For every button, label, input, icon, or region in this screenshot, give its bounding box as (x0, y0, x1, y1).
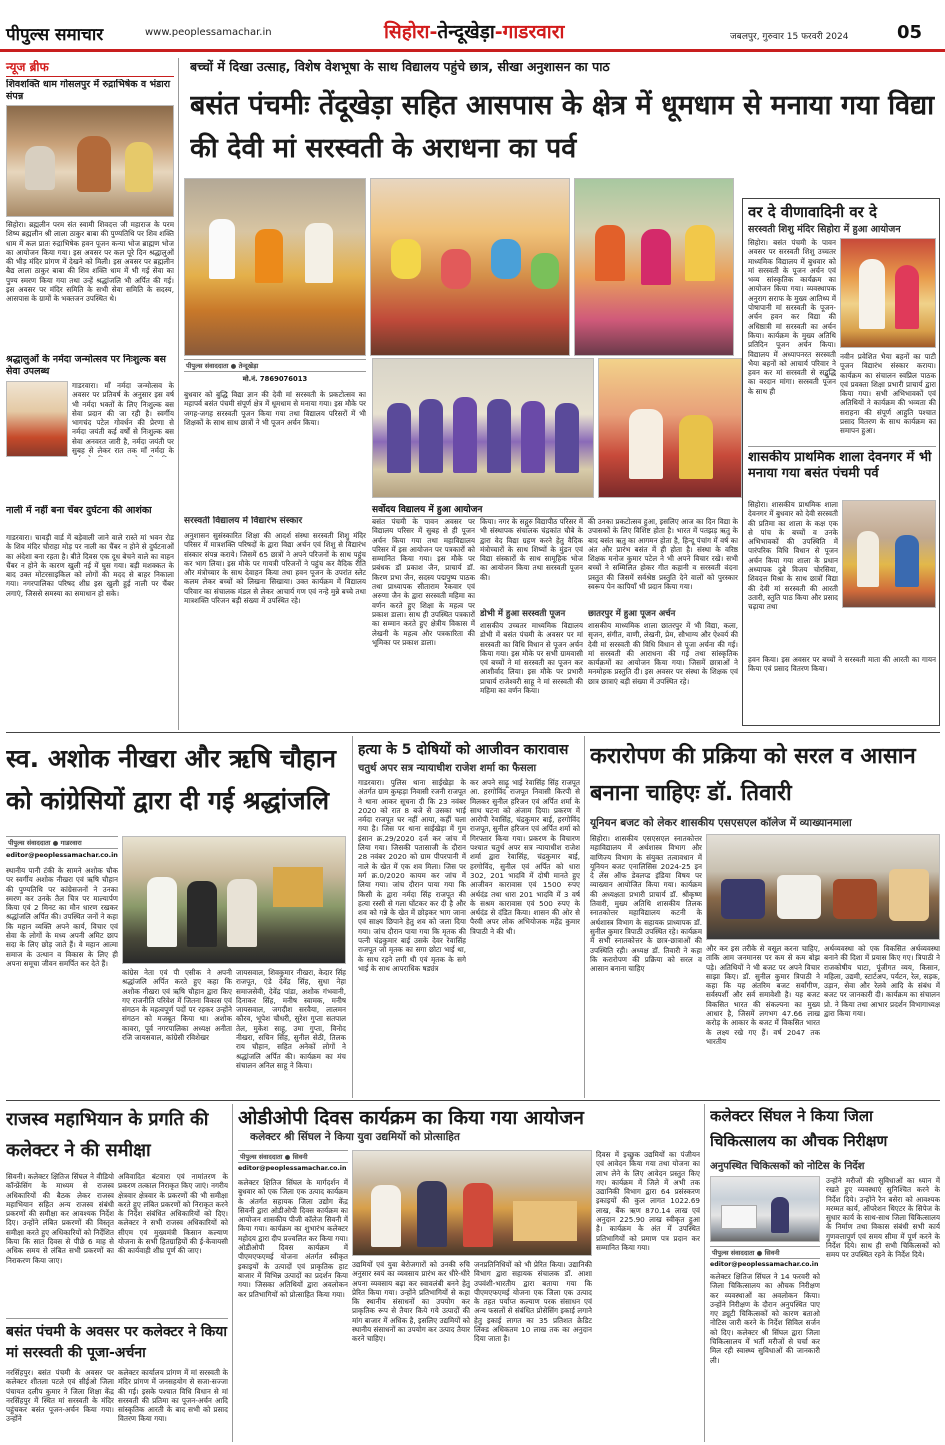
collector-puja-col2: कलेक्टर कार्यालय प्रांगण में मां सरस्वती के मंदिर प्रांगण में जनसहयोग से सजा-सज्जा की गई। इसके पश्चात विधि विधान से मां सरस्वती की प्रतिमा का पूजन-अर्चन आदि सांस्कृतिक आरती के बाद सभी को प्रसाद वितरण किया गया। (118, 1368, 228, 1424)
veena-sub: सरस्वती शिशु मंदिर सिहोरा में हुआ आयोजन (748, 224, 901, 235)
odop-col1: कलेक्टर क्षितिज सिंघल के मार्गदर्शन में बुधवार को एक जिला एक उत्पाद कार्यक्रम के अंतर्गत सहायक जिला उद्योग केंद्र सिवनी द्वारा ओडीओपी दिवस कार्यक्रम का आयोजन शासकीय पीजी कॉलेज सिवनी में किया गया। कार्यक्रम का शुभारंभ कलेक्टर महोदय द्वारा दीप प्रज्वलित कर किया गया। ओडीओपी दिवस कार्यक्रम में पीएमएफएमई योजना अंतर्गत स्वीकृत इकाइयों के उत्पादों एवं प्राकृतिक हाट बाजार में विभिन्न उत्पादों का प्रदर्शन किया गया। जिसका अतिथियों द्वारा अवलोकन कर प्रतिभागियों को प्रोत्साहित किया गया। (238, 1178, 348, 1299)
brief-3-body: गाडरवारा। चावड़ी वार्ड में बड़ेवाली जाने वाले रास्ते मां भवन रोड के शिव मंदिर चौराहा मोड़ पर नाली का चैंबर न होने से दुर्घटनाओं का अंदेशा बना रहता है। बीते दिवस एक दूध बेचने वाले का वाहन चैंबर न होने के कारण खुली नई में घुस गया। बड़ी मशक्कत के बाद उक्त मोटरसाइकिल को लोगों की मदद से बाहर निकाला गया। नगरपालिका परिषद शीघ्र इस खुली हुई नाली पर चैंबर लगाएं, जिससे समस्या का समाधान हो सके। (6, 533, 174, 598)
revenue-col2: अविवादित बंटवारा एवं नामांतरण के प्रकरण तत्काल निराकृत किए जाएं। नगरीय क्षेत्रवार क्षेत्रवार के प्रकरणों की भी समीक्षा करते हुए लंबित प्रकरणों को निराकृत करने के निर्देश संबंधित अधिकारियों को दिए। कलेक्टर ने सभी राजस्व अधिकारियों को सीएम एवं मुख्यमंत्री किसान कल्याण योजना के सभी हितग्राहियों की ई-केवायसी की कार्यवाही शीघ्र पूर्ण की जाए। (118, 1172, 228, 1256)
dateline: जबलपुर, गुरुवार 15 फरवरी 2024 (730, 32, 849, 42)
credit-line: पीपुल्स संवाददाता ● सिवनी (710, 1246, 820, 1259)
mobile-number: मो.नं. 7869076013 (242, 375, 308, 383)
tiwari-headline: करारोपण की प्रक्रिया को सरल व आसान बनाना चाहिएः डॉ. तिवारी (590, 744, 916, 806)
brand-logo: पीपुल्स समाचार (6, 25, 104, 45)
nikhra-photo (122, 836, 346, 964)
hospital-headline: कलेक्टर सिंघल ने किया जिला चिकित्सालय का औचक निरीक्षण (710, 1107, 888, 1150)
devnagar-caption: हवन किया। इस अवसर पर बच्चों ने सरस्वती माता की आरती का गायन किया एवं प्रसाद वितरण किया। (748, 655, 936, 674)
hospital-col1: कलेक्टर क्षितिज सिंघल ने 14 फरवरी को जिला चिकित्सालय का औचक निरीक्षण कर व्यवस्थाओं का अवलोकन किया। उन्होंने निरीक्षण के दौरान अनुपस्थित पाए गए ड्यूटी चिकित्सकों को कारण बताओ नोटिस जारी करने के निर्देश सिविल सर्जन को दिए। कलेक्टर श्री सिंघल द्वारा जिला चिकित्सालय में भर्ती मरीजों से चर्चा कर मिल रही स्वास्थ्य सुविधाओं की जानकारी ली। (710, 1272, 820, 1365)
section-b: तेन्दूखेड़ा (437, 21, 495, 43)
top-story-col2: बसंत पंचमी के पावन अवसर पर विद्यालय परिसर में सुबह से ही पूजन अर्चन किया गया तथा महाविद्यालय परिसर में इस आयोजन पर पत्रकारों को सम्मानित किया गया। इस मौके पर प्रबंधक डॉ प्रकाश जैन, प्राचार्य डॉ. किरण प्रभा जैन, सदस्य पद्मपुष्प पाठक तथा प्राध्यापक सीताराम रैकवार एवं अरुणा जैन के द्वारा सरस्वती महिमा का वर्णन करते हुए शिक्षा के महत्व पर प्रकाश डाला। साथ ही उपस्थित पत्रकारों का सम्मान करते हुए क्षेत्रीय विकास में लेखनी के महत्व और पत्रकारिता की भूमिका पर प्रकाश डाला। (372, 517, 475, 647)
news-brief-label: न्यूज ब्रीफ (6, 58, 174, 77)
brief-2-body: गाडरवारा। माँ नर्मदा जन्मोत्सव के अवसर पर प्रतिवर्ष के अनुसार इस वर्ष भी नर्मदा भक्तों के लिए निःशुल्क बस सेवा प्रदान की जा रही है। स्वर्गीय भागचंद पटेल गोवर्धन की प्रेरणा से नर्मदा जयंती कई वर्षों से निःशुल्क बस सेवा अनवरत जारी है, नर्मदा जयंती पर सुबह से लेकर रात तक माँ नर्मदा के (72, 381, 174, 456)
page-number: 05 (897, 22, 923, 43)
masthead (0, 0, 945, 52)
section-c: गाडरवारा (502, 21, 565, 43)
nikhra-headline: स्व. अशोक नीखरा और ऋषि चौहान को कांग्रेसियों द्वारा दी गई श्रद्धांजलि (6, 744, 336, 815)
top-story-sub1: सरस्वती विद्यालय में विद्यारंभ संस्कार (184, 516, 303, 526)
tiwari-sub: यूनियन बजट को लेकर शासकीय एसएसएल कॉलेज में व्याख्यानमाला (590, 817, 852, 829)
tiwari-col1: सिहोरा। शासकीय एसएसएल स्नातकोत्तर महाविद्यालय में अर्थशास्त्र विभाग और वाणिज्य विभाग के संयुक्त तत्वावधान में यूनियन बजट एनालिसिस 2024-25 इन दे लेंस ऑफ डेवलप्ड इंडिया विषय पर व्याख्यान आयोजित किया गया। कार्यक्रम की अध्यक्षता प्रभारी प्राचार्य डॉ. श्रीकृष्ण तिवारी, मुख्य अतिथि शासकीय तिलक स्नातकोत्तर महाविद्यालय कटनी के अर्थशास्त्र विभाग के सहायक प्राध्यापक डॉ. सुनील कुमार त्रिपाठी उपस्थित रहे। कार्यक्रम में सभी स्नातकोत्तर के छात्र-छात्राओं की उपस्थिति रही। अध्यक्ष डॉ. तिवारी ने कहा कि करारोपण की प्रक्रिया को सरल व आसान बनाना चाहिए (590, 834, 702, 974)
odop-headline: ओडीओपी दिवस कार्यक्रम का किया गया आयोजन (238, 1107, 584, 1129)
brief-2-portrait (6, 381, 68, 457)
veena-body: सिहोरा। बसंत पंचमी के पावन अवसर पर सरस्वती शिशु उच्चतर माध्यमिक विद्यालय में बुधवार को मां सरस्वती के पूजन अर्चन एवं भव्य सांस्कृतिक कार्यक्रम का आयोजन किया गया। व्यवस्थापक अनुराग सराफ के मुख्य आतिथ्य में पोषापानी मां सरस्वती के पूजन-अर्चन हवन कर विद्या की अधिष्ठात्री मां सरस्वती का अर्चन किया। कार्यक्रम के मुख्य अतिथि प्रतिदिन पूजन अर्चन किया। विद्यालय में अध्यापनरत सरस्वती भैया बहनों को आचार्य परिवार ने हवन कर मां सरस्वती से सद्बुद्धि का वरदान मांगा। सरस्वती पूजन के साथ ही (748, 238, 836, 396)
top-photo-mothers (574, 178, 734, 356)
top-story-kicker: बच्चों में दिखा उत्साह, विशेष वेशभूषा के साथ विद्यालय पहुंचे छात्र, सीखा अनुशासन का पाठ (190, 59, 610, 74)
top-photo-stage (598, 358, 742, 498)
murder-headline: हत्या के 5 दोषियों को आजीवन कारावास (358, 742, 569, 758)
top-story-sub3: डोभी में हुआ सरस्वती पूजन (480, 609, 566, 619)
tiwari-photo (706, 834, 940, 940)
top-photo-children (370, 178, 570, 356)
murder-col1: गाडरवारा। पुलिस थाना साईखेड़ा के अंतर्गत ग्राम कुम्हड़ा निवासी रजनी राजपूत ने थाना आकर सूचना दी कि 23 नवंबर 2020 को रात 8 बजे से उसका भाई नर्मदा राजपूत घर नहीं आया, कहीं चला गया है। जिस पर थाना साईखेड़ा में गुम इंसान क्र.29/2020 दर्ज कर जांच में लिया गया। जिसकी पतासाजी के दौरान 28 नवंबर 2020 को ग्राम पीपरपानी में नाले के खेत में एक शव मिला। जिस पर मर्ग क्र.0/2020 कायम कर जांच में लिया गया। जांच दौरान पाया गया कि किसी के द्वारा नर्मदा सिंह राजपूत की हत्या रस्सी से गला घोंटकर कर दी है और शव को गन्ने के खेत में छोड़कर भाग जाना एवं साक्ष्य छिपाने हेतु शव को जला दिया गया। जांच दौरान पाया गया कि मृतक की पत्नी चंद्रकुमार बाई उसके देवर रेवासिंह राजपूत जो मृतक का सगा छोटा भाई था, के साथ रहने लगी थी एवं मृतक के सगे भाई के साथ आपराधिक षड्यंत्र (358, 778, 466, 973)
hospital-col2: उन्होंने मरीजों की सुविधाओं का ध्यान में रखते हुए व्यवस्थाएं सुनिश्चित करने के निर्देश दिये। उन्होंने रैन बसेरा को आवश्यक मरम्मत कार्य, ऑपरेशन थिएटर के सिपेज के सुधार कार्य के साथ-साथ जिला चिकित्सालय के निर्माण तथा विकास संबंधी सभी कार्य गुणवत्तापूर्ण एवं समय सीमा में पूर्ण करने के निर्देश दिये। साथ ही सभी चिकित्सकों को समय पर उपस्थित रहने के निर्देश दिये। (826, 1176, 940, 1260)
devnagar-headline: शासकीय प्राथमिक शाला देवनगर में भी मनाया गया बसंत पंचमी पर्व (748, 450, 932, 481)
credit-line: पीपुल्स संवाददाता ● तेन्दूखेड़ा (184, 359, 366, 372)
revenue-col1: सिवनी। कलेक्टर क्षितिज सिंघल ने वीडियो कॉन्फ्रेंसिंग के माध्यम से राजस्व अधिकारियों की बैठक लेकर राजस्व महाभियान सहित अन्य राजस्व संबंधी प्रकरणों की समीक्षा कर आवश्यक निर्देश दिए। उन्होंने लंबित प्रकरणों की विस्तृत समीक्षा करते हुए अधिकारियों को निर्देशित किया कि सात दिवस से पीछे 6 माह से अधिक समय से लंबित सभी प्रकरणों का निराकरण किया जाए। (6, 1172, 114, 1265)
brief-2-title: श्रद्धालुओं के नर्मदा जन्मोत्सव पर निःशुल्क बस सेवा उपलब्ध (6, 354, 166, 377)
nikhra-credit (6, 836, 118, 859)
nikhra-col2: कांग्रेस नेता एवं पी एसीक ने अपनी श्रद्धांजलि अर्पित करते हुए कहा कि अशोक नीखरा एवं ऋषि चौहान द्वारा किए गए राजनीति परिवेश में जितना विकास एवं संगठन के महत्वपूर्ण पदों पर रहकर उन्होंने संगठन को मजबूत किया था। अशोक कावरा, पूर्व नगरपालिका अध्यक्ष अनीता रजि जायसवाल, कांग्रेसी रविशेखर (122, 968, 232, 1043)
top-story-credit (184, 359, 366, 383)
top-story-col4a: की उनका प्रकटोत्सव हुआ, इसलिए आज का दिन विद्या के उपासकों के लिए विशिष्ट होता है। भारत में पतझड़ ऋतु के बाद बसंत ऋतु का आगमन होता है, हिन्दू पंचांग में वर्ष का अंत और प्रारंभ बसंत में ही होता है। संस्था के वरिष्ठ शिक्षक मनोज कुमार पटेल ने भी अपने विचार रखे। सभी बच्चों ने सम्मिलित होकर गीत कहानी व सरस्वती वंदना प्रस्तुत की जिसमें सर्वश्रेष्ठ प्रस्तुति देने वालों को पुरस्कार स्वरूप पेन कापियाँ भी प्रदान किया गया। (588, 517, 738, 592)
veena-caption: नवीन प्रवेशित भैया बहनों का पाटी पूजन विद्यारंभ संस्कार कराया। कार्यक्रम का संचालन स्वप्निल पाठक एवं प्रवक्ता शिक्षा प्रभारी प्राचार्य द्वारा किया गया। सभी अभिभावकों एवं अतिथियों ने कार्यक्रम की भव्यता की सराहना की संपूर्ण आहुति पश्चात प्रसाद वितरण के साथ कार्यक्रम का समापन हुआ। (840, 352, 936, 436)
top-story-col1b: अनुशासन सुसंस्कारित शिक्षा की आदर्श संस्था सरस्वती शिशु मंदिर परिसर में मात्रशक्ति परिषदों के द्वारा विद्या अर्चन एवं शिशु से विद्यारंभ संस्कार संपन्न कराये। जिसमें 65 छात्रों ने अपने परिजनों के साथ पहुंच कर भाग लिया। इस मौके पर गायत्री परिजनों ने पहुंच कर वैदिक रीति और मंत्रोच्चार के साथ देवाहन किया तथा हवन पूजन के उपरांत स्लेट कलम लेकर बच्चों को लिखना सिखाया। उक्त कार्यक्रम में विद्यालय परिवार का संचालक मंडल से लेकर आचार्य गण एवं नन्हे मुन्ने बच्चे तथा मात्रशक्ति परिजन बड़ी संख्या में उपस्थित रहे। (184, 531, 366, 606)
veena-photo (840, 238, 936, 348)
section-a: सिहोरा (384, 21, 430, 43)
brief-1-photo (6, 105, 174, 217)
top-story-col3b: शासकीय उच्चतर माध्यमिक विद्यालय डोभी में बसंत पंचमी के अवसर पर मां सरस्वती का विधि विधान से पूजन अर्चन किया गया। इस मौके पर सभी ग्रामवासी एवं बच्चों ने मां सरस्वती का पूजन कर आशीर्वाद लिया। इस मौके पर प्रभारी प्राचार्य राजेश्वरी साहू ने मां सरस्वती की महिमा का वर्णन किया। (480, 621, 583, 696)
top-story-sub4: छातरपुर में हुआ पूजन अर्चन (588, 609, 676, 619)
email: editor@peoplessamachar.co.in (6, 851, 118, 859)
collector-puja-col1: नरसिंहपुर। बसंत पंचमी के अवसर पर कलेक्टर शीतला पटले एवं सीईओ जिला पंचायत दलीप कुमार ने जिला शिक्षा केंद्र नरसिंहपुर में स्थित मां सरस्वती के मंदिर पहुंचकर बसंत पूजन-अर्चन किया गया। उन्होंने (6, 1368, 114, 1424)
brief-3-title: नाली में नहीं बना चेंबर दुर्घटना की आशंका (6, 505, 152, 516)
top-story-headline: बसंत पंचमीः तेंदूखेड़ा सहित आसपास के क्षेत्र में धूमधाम से मनाया गया विद्या की देवी मां सरस्वती के अराधना का पर्व (190, 90, 935, 164)
odop-sub: कलेक्टर श्री सिंघल ने किया युवा उद्यमियों को प्रोत्साहित (250, 1131, 460, 1143)
odop-col2: उद्यमियों एवं युवा बेरोजगारों को उनकी रुचि अनुसार स्वयं का व्यवसाय प्रारंभ कर धीरे-धीरे अपना व्यवसाय बढ़ा कर स्वावलंबी बनने हेतु प्रेरित किया गया। उन्होंने प्रतिभागियों से कहा कि स्थानीय संसाधनों का उपयोग कर प्राकृतिक रूप से तैयार किये गये उत्पादों की मांग बाजार में अधिक है, इसलिए उद्यमियों को स्थानीय संसाधनों का उपयोग कर उत्पाद तैयार करने चाहिए। (352, 1260, 470, 1344)
tiwari-col3: अर्थव्यवस्था को एक विकसित अर्थव्यवस्था बनाने की दिशा में प्रयास किए गए। त्रिपाठी ने राजकोषीय घाटा, पूंजीगत व्यय, किसान, महिला, उद्यमी, स्टार्टअप, पर्यटन, रेल, सड़क, उड़ान, सेवा और रेलवे आदि के संबंध में बजट पर जानकारी दी। कार्यक्रम का संचालन प्रो. ने किया तथा आभार प्रदर्शन विभागाध्यक्ष द्वारा किया गया। (824, 944, 940, 1019)
top-story-col4b: शासकीय माध्यमिक शाला छातरपुर में भी विद्या, कला, सृजन, संगीत, वाणी, लेखनी, प्रेम, सौभाग्य और ऐश्वर्य की देवी मां सरस्वती की विधि विधान से पूजा अर्चना की गई। मां सरस्वती की आराधना की गई तथा सांस्कृतिक कार्यक्रमों का आयोजन किया गया। जिसमें छात्राओं ने मनमोहक प्रस्तुति दी। इस अवसर पर संस्था के शिक्षक एवं छात्र छात्राएं बड़ी संख्या में उपस्थित रहे। (588, 621, 738, 686)
top-photo-puja (184, 178, 366, 356)
email: editor@peoplessamachar.co.in (238, 1165, 347, 1172)
credit-line: पीपुल्स संवाददाता ● गाडरवारा (6, 836, 118, 849)
email: editor@peoplessamachar.co.in (710, 1261, 819, 1268)
website: www.peoplessamachar.in (145, 27, 272, 38)
section-title: सिहोरा-तेन्दूखेड़ा-गाडरवारा (384, 21, 565, 43)
caption-sarvoday: सर्वोदय विद्यालय में हुआ आयोजन (372, 502, 594, 517)
veena-headline: वर दे वीणावादिनी वर दे (748, 203, 878, 221)
brief-1-body: सिहोरा। ब्रह्मलीन परम संत स्वामी शिवदत्त जी महाराज के परम शिष्य ब्रह्मलीन श्री लाला ठाकुर बाबा की पुण्यतिथि पर शिव शक्ति धाम में कल प्रातः रुद्राभिषेक हवन पूजन कन्या भोज ब्राह्मण भोज का आयोजन किया गया। इस अवसर पर कल पूरे दिन श्रद्धालुओं की भीड़ मंदिर प्रांगण में देखने को मिली। इस अवसर पर ब्रह्मलीन बैद्य लाला ठाकुर बाबा की शिव शक्ति धाम में भी गई सेवा का पुण्य स्मरण किया गया तथा उन्हें श्रद्धांजलि भी अर्पित की गई। इस अवसर पर मंदिर समिति के सभी सेवा समिति के सदस्य, आसपास के ग्रामों के भक्तजन उपस्थित थे। (6, 220, 174, 304)
nikhra-col3: जायसवाल, शिवकुमार नीखरा, केदार सिंह राजपूत, एंडे देवेंद्र सिंह, सुधा नेहा समाजसेवी, देवेंद्र पांडा, अशोक गंभवानी, दिनाकर सिंह, मनीष स्वामक, मनीष जायसवाल, जगदीश सरवैया, लालमन कौरव, भूपेश चौधरी, सुरेश गुप्ता सतपाल तेल, मुकेश साहू, उमा गुप्ता, विनोद नीखरा, सचिन सिंह, सुनील सेठी, तिलक राय चौहान, सहित अनेकों लोगों ने श्रद्धांजलि अर्पित की। कार्यक्रम का मंच संचालन अनिल साहू ने किया। (236, 968, 346, 1070)
top-story-col3: किया। नगर के सद्गुरु विद्यापीठ परिसर में भी संस्थापक संचालक चंद्रकांत चौबे के द्वारा वेद विद्या ग्रहण करने हेतु वैदिक मंत्रोच्चारों के साथ शिष्यों के मुंडन एवं विद्या संस्कारों के साथ सामूहिक भोज का आयोजन किया तथा सरस्वती पूजन की। (480, 517, 583, 582)
tiwari-col2: और कर इस तरीके से वसूल करना चाहिए, ताकि आम जनमानस पर कम से कम बोझ पड़े। अतिथियों ने भी बजट पर अपने विचार साझा किए। डॉ. सुनील कुमार त्रिपाठी ने कहा कि यह अंतरिम बजट सर्वांगीण, सर्वस्पर्शी और सर्व समावेशी है। यह बजट विकसित भारत की संकल्पना का मुख्य आधार है, जिसमें लगभग 47.66 लाख करोड़ के आकार के बजट में विकसित भारत के लक्ष्य रखे गए हैं। वर्ष 2047 तक भारतीय (706, 944, 820, 1046)
murder-col2: कर अपने साढ़ू भाई रेवासिंह सिंह राजपूत आ. हरगोविंद राजपूत निवासी किरपी से मिलकर सुनील हरिजन एवं अर्पित शर्मा के साथ घटना को अंजाम दिया। प्रकरण में आरोपी रेवासिंह, चंद्रकुमार बाई, हरगोविंद राजपूत, सुनील हरिजन एवं अर्पित शर्मा को गिरफ्तार किया गया। प्रकरण के विचारण पश्चात चतुर्थ अपर सत्र न्यायाधीश राजेश शर्मा द्वारा रेवासिंह, चंद्रकुमार बाई, हरगोविंद, सुनील एवं अर्पित को धारा 302, 201 भादवि में दोषी मानते हुए आजीवन कारावास एवं 1500 रुपए अर्थदंड तथा धारा 201 भादवि में 3 वर्ष के सश्रम कारावास एवं 500 रुपए के अर्थदंड से दंडित किया। शासन की ओर से पैरवी अपर लोक अभियोजक महेंद्र कुमार त्रिपाठी ने की थी। (470, 778, 580, 936)
hospital-credit (710, 1246, 820, 1268)
top-story-col1: बुधवार को बुद्धि विद्या ज्ञान की देवी मां सरस्वती के प्रकटोत्सव का महापर्व बसंत पंचमी संपूर्ण क्षेत्र में धूमधाम से मनाया गया। इस मौके पर जगह-जगह सरस्वती पूजन किया गया तथा विद्यालय परिसरों में भी शिक्षकों के साथ साथ छात्रों ने भी पूजन अर्चन किया। (184, 390, 366, 427)
nikhra-col1: स्थानीय पानी टंकी के सामने अशोक चौक पर स्वर्गीय अशोक नीखरा एवं ऋषि चौहान की पुण्यतिथि पर कांग्रेसजनों ने उनका स्मरण कर उनके तैल चित्र पर माल्यार्पण किया एवं 2 मिनट का मौन धारण रखकर श्रद्धांजलि अर्पित की। उपस्थित जनों ने कहा कि महान व्यक्ति अपने कार्य, विचार एवं सेवा के लोगों के मध्य अपनी अमिट छाप सदा के लिए छोड़ जाते हैं। वे महान आत्मा समाज के उत्थान व विकास के लिए ही अपना समूचा जीवन समर्पित कर देते हैं। (6, 866, 118, 968)
revenue-headline: राजस्व महाभियान के प्रगति की कलेक्टर ने की समीक्षा (6, 1109, 209, 1161)
murder-sub: चतुर्थ अपर सत्र न्यायाधीश राजेश शर्मा का फैसला (358, 763, 537, 774)
devnagar-photo (842, 500, 936, 608)
news-brief-column (6, 58, 174, 728)
odop-photo (352, 1150, 592, 1256)
odop-col3: जनप्रतिनिधियों को भी प्रेरित किया। उद्यानिकी विभाग द्वारा सहायक संचालक डॉ. आशा उपवंशी-भारतीय द्वारा बताया गया कि पीएमएफएमई योजना एक जिला एक उत्पाद के तहत पर्याप्त कल्याण परक संसाधन एवं अन्य फसलों से संबंधित प्रोसेसिंग इकाई लगाने हेतु इकाई लागत का 35 प्रतिशत क्रेडिट लिंक्ड अधिकतम 10 लाख तक का अनुदान दिया जाता है। (474, 1260, 592, 1344)
odop-col4: दिवस में इच्छुक उद्यमियों का पंजीयन एवं आवेदन किया गया तथा योजना का लाभ लेने के लिए आवेदन प्रस्तुत किए गए। कार्यक्रम में जिले में अभी तक उद्यानिकी विभाग द्वारा 64 प्रसंस्करण इकाइयों की कुल लागत 1022.69 लाख, बैंक ऋण 870.14 लाख एवं अनुदान 225.90 लाख स्वीकृत हुआ है। कार्यक्रम के अंत में उपस्थित प्रतिभागियों को प्रमाण पत्र प्रदान कर सम्मानित किया गया। (596, 1150, 700, 1252)
top-photo-students (372, 358, 594, 498)
devnagar-body: सिहोरा। शासकीय प्राथमिक शाला देवनगर में बुधवार को देवी सरस्वती की प्रतिमा का शाला के कक्ष एक से पांच के बच्चों व उनके अभिभावकों की उपस्थिति में पारंपरिक विधि विधान से पूजन अर्चन किया गया शाला के प्रधान अध्यापक दुबे विजय चोरसिया, शिवदत्त मिश्रा के साथ छात्रों विद्या की देवी मां सरस्वती की आरती उतारी, स्तुति पाठ किया और प्रसाद चढ़ाया तथा (748, 500, 838, 612)
collector-puja-headline: बसंत पंचमी के अवसर पर कलेक्टर ने किया मां सरस्वती की पूजा-अर्चना (6, 1324, 228, 1361)
brief-1-title: शिवशक्ति धाम गोसलपुर में रुद्राभिषेक व भंडारा संपन्न (6, 79, 171, 102)
hospital-sub: अनुपस्थित चिकित्सकों को नोटिस के निर्देश (710, 1161, 865, 1172)
hospital-photo (710, 1176, 820, 1242)
odop-credit (238, 1150, 348, 1172)
credit-line: पीपुल्स संवाददाता ● सिवनी (238, 1150, 348, 1163)
